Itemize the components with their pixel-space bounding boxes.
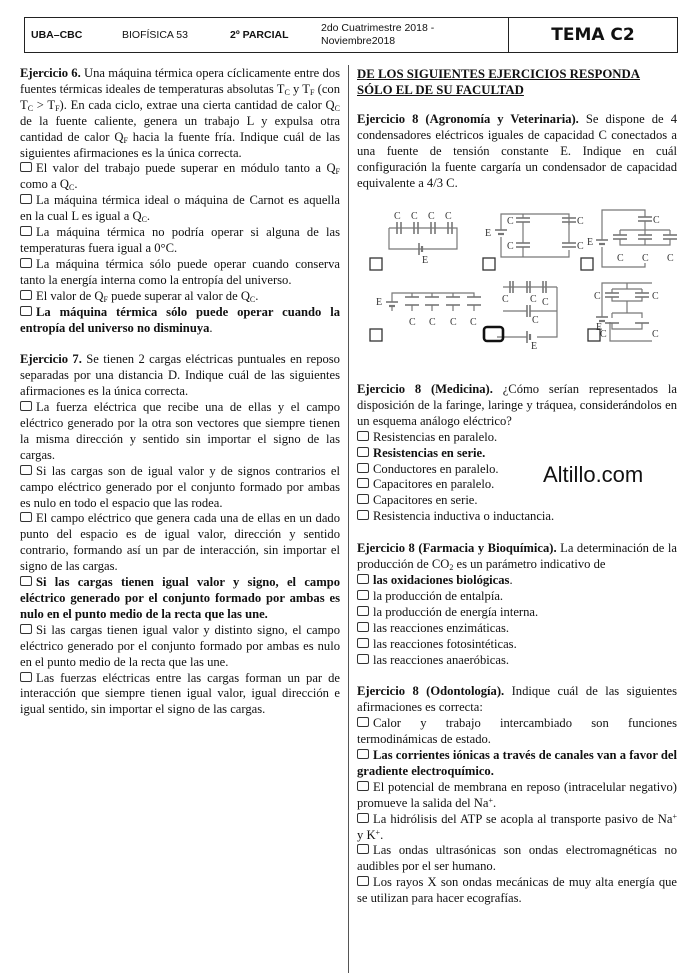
checkbox-icon[interactable] (20, 465, 32, 475)
cap-label: C (507, 216, 514, 227)
cap-label: C (667, 253, 674, 264)
circuit-6 (594, 283, 659, 341)
cap-label: C (542, 297, 549, 308)
answer-checkbox-1[interactable] (370, 258, 382, 270)
checkbox-icon[interactable] (20, 401, 32, 411)
ej8-odon-stem: Ejercicio 8 (Odontología). Indique cuál de las siguientes afirmaciones es correcta: (357, 684, 677, 715)
cap-label: C (577, 216, 584, 227)
source-label: E (531, 341, 538, 350)
cap-label: C (532, 315, 539, 326)
ej7-option-2[interactable]: Si las cargas son de igual valor y de signos contrarios el campo eléctrico generado por el conjunto formado por ambas es nulo en todo el espacio que las rodea. (20, 463, 340, 510)
checkbox-icon[interactable] (20, 162, 32, 172)
checkbox-icon[interactable] (357, 590, 369, 600)
tema-label: TEMA C2 (508, 17, 678, 53)
checkbox-icon[interactable] (357, 654, 369, 664)
checkbox-icon[interactable] (20, 258, 32, 268)
ej8-farm-option-1-correct[interactable]: las oxidaciones biológicas. (357, 573, 677, 589)
circuit-2 (485, 214, 584, 257)
cap-label: C (617, 253, 624, 264)
checkbox-icon[interactable] (357, 494, 369, 504)
ej6-option-1[interactable]: El valor del trabajo puede superar en módulo tanto a $Q_F$ como a $Q_C$. (20, 161, 340, 193)
ej6-option-5[interactable]: El valor de $Q_F$ puede superar al valor de $Q_C$. (20, 289, 340, 305)
ej7-title: Ejercicio 7. (20, 352, 82, 367)
cap-label: C (642, 253, 649, 264)
checkbox-icon[interactable] (20, 290, 32, 300)
period-label (321, 18, 434, 52)
exam-label: 2º PARCIAL (230, 29, 289, 41)
ej8-farm-option-3[interactable]: la producción de energía interna. (357, 605, 677, 621)
source-label: E (485, 228, 492, 239)
column-divider (348, 65, 349, 973)
circuit-5 (497, 281, 557, 350)
cap-label: C (502, 294, 509, 305)
exam-header (24, 17, 510, 53)
cap-label: C (594, 291, 601, 302)
checkbox-icon[interactable] (357, 781, 369, 791)
ej8-farm-option-5[interactable]: las reacciones fotosintéticas. (357, 637, 677, 653)
subject-label: BIOFÍSICA 53 (122, 29, 188, 41)
source-label: E (596, 322, 603, 333)
checkbox-icon[interactable] (357, 447, 369, 457)
answer-checkbox-3[interactable] (581, 258, 593, 270)
cap-label: C (450, 317, 457, 328)
checkbox-icon[interactable] (20, 512, 32, 522)
cap-label: C (652, 291, 659, 302)
checkbox-icon[interactable] (20, 194, 32, 204)
cap-label: C (445, 211, 452, 222)
ej7-option-3[interactable]: El campo eléctrico que genera cada una de ellas en un dado punto del espacio es de igual valor, dirección y sentido contrario, formando así un par de interacción, sin importar el signo de las cargas. (20, 511, 340, 574)
cap-label: C (409, 317, 416, 328)
ej8-med-option-4[interactable]: Capacitores en paralelo. (357, 477, 677, 493)
source-label: E (587, 237, 594, 248)
ej6-stem: Ejercicio 6. Una máquina térmica opera cíclicamente entre dos fuentes térmicas ideales de temperaturas absolutas $T_C$ y $T_F$ (con $T_C > T_F$). En cada ciclo, extrae una cierta cantidad de calor $Q_C$ de la fuente caliente, genera un trabajo L y expulsa otra cantidad de calor $Q_F$ hacia la fuente fría. Indique cuál de las siguientes afirmaciones es la única correcta. (20, 66, 340, 160)
answer-checkbox-2[interactable] (483, 258, 495, 270)
circuit-1 (389, 211, 457, 266)
circuit-diagrams (357, 205, 682, 350)
instructions-heading: DE LOS SIGUIENTES EJERCICIOS RESPONDA SÓLO EL DE SU FACULTAD (357, 67, 641, 97)
cap-label: C (507, 241, 514, 252)
ej8-med-option-1[interactable]: Resistencias en paralelo. (357, 430, 677, 446)
ej8-odon-option-4[interactable]: La hidrólisis del ATP se acopla al transporte pasivo de Na+ y K+. (357, 811, 677, 842)
ej8-odon-option-2-correct[interactable]: Las corrientes iónicas a través de canales van a favor del gradiente electroquímico. (357, 748, 677, 778)
answer-checkbox-4[interactable] (370, 329, 382, 341)
ej8-agro-title: Ejercicio 8 (Agronomía y Veterinaria). (357, 112, 579, 126)
left-column (20, 66, 340, 718)
ej8-odon-option-5[interactable]: Las ondas ultrasónicas son ondas electromagnéticas no audibles por el ser humano. (357, 843, 677, 874)
ej6-option-6-correct[interactable]: La máquina térmica sólo puede operar cuando la entropía del universo no disminuya. (20, 304, 340, 335)
right-column-lower (357, 382, 677, 907)
ej7-option-6[interactable]: Las fuerzas eléctricas entre las cargas forman un par de interacción que siempre tienen igual valor, igual dirección e igual sentido, sin importar el signo de las cargas. (20, 670, 340, 717)
checkbox-icon[interactable] (357, 478, 369, 488)
cap-label: C (530, 294, 537, 305)
ej8-agro-stem: Ejercicio 8 (Agronomía y Veterinaria). Se dispone de 4 condensadores eléctricos iguales de capacidad C conectados a una fuente de tensión constante E. Indique en cuál configuración la fuente cargaría un condensador de capacidad equivalente a 4/3 C. (357, 112, 677, 190)
ej7-stem: Ejercicio 7. Se tienen 2 cargas eléctricas puntuales en reposo separadas por una distancia D. Indique cuál de las siguientes afirmaciones es la única correcta. (20, 352, 340, 399)
checkbox-icon[interactable] (357, 876, 369, 886)
ej7-option-4-correct[interactable]: Si las cargas tienen igual valor y signo, el campo eléctrico generado por el conjunto formado por ambas es nulo en el punto medio de la recta que las une. (20, 575, 340, 621)
ej8-med-title: Ejercicio 8 (Medicina). (357, 382, 493, 396)
ej8-med-option-6[interactable]: Resistencia inductiva o inductancia. (357, 509, 677, 525)
cap-label: C (470, 317, 477, 328)
ej6-option-4[interactable]: La máquina térmica sólo puede operar cuando conserva tanto la energía interna como la entropía del universo. (20, 256, 340, 287)
ej6-title: Ejercicio 6. (20, 66, 81, 80)
checkbox-icon[interactable] (357, 749, 369, 759)
period-line-2: Noviembre2018 (321, 35, 396, 47)
checkbox-icon[interactable] (357, 606, 369, 616)
ej8-odon-option-1[interactable]: Calor y trabajo intercambiado son funciones termodinámicas de estado. (357, 716, 677, 747)
ej8-farm-stem: Ejercicio 8 (Farmacia y Bioquímica). La determinación de la producción de $CO_2$ es un parámetro indicativo de (357, 541, 677, 573)
ej8-farm-title: Ejercicio 8 (Farmacia y Bioquímica). (357, 541, 557, 556)
checkbox-icon[interactable] (357, 717, 369, 727)
period-line-1: 2do Cuatrimestre 2018 - (321, 22, 435, 34)
cap-label: C (652, 329, 659, 340)
checkbox-icon[interactable] (357, 431, 369, 441)
cap-label: C (429, 317, 436, 328)
checkbox-icon[interactable] (20, 226, 32, 236)
answer-checkbox-5-correct[interactable] (484, 327, 503, 341)
cap-label: C (394, 211, 401, 222)
checkbox-icon[interactable] (20, 672, 32, 682)
ej8-farm-option-6[interactable]: las reacciones anaeróbicas. (357, 653, 677, 669)
right-column (357, 66, 677, 192)
ej7-option-5[interactable]: Si las cargas tienen igual valor y distinto signo, el campo eléctrico generado por el conjunto formado por ambas es nulo en el punto medio de la recta que las une. (20, 622, 340, 669)
checkbox-icon[interactable] (20, 624, 32, 634)
ej8-odon-option-6[interactable]: Los rayos X son ondas mecánicas de muy alta energía que se utilizan para hacer ecografías. (357, 875, 677, 906)
ej6-option-3[interactable]: La máquina térmica no podría operar si alguna de las temperaturas fuera igual a 0°C. (20, 225, 340, 255)
circuit-3 (587, 210, 677, 267)
checkbox-icon[interactable] (357, 844, 369, 854)
checkbox-icon[interactable] (357, 622, 369, 632)
ej8-med-option-3[interactable]: Conductores en paralelo. (357, 462, 677, 478)
source-label: E (376, 297, 383, 308)
cap-label: C (653, 215, 660, 226)
ej8-med-stem: Ejercicio 8 (Medicina). ¿Cómo serían representados la disposición de la faringe, laringe y tráquea, considerándolos en un esquema análogo eléctrico? (357, 382, 677, 428)
ej7-option-1[interactable]: La fuerza eléctrica que recibe una de ellas y el campo eléctrico generado por la otra son vectores que siempre tienen la misma dirección y sentido sin importar el signo de las cargas. (20, 400, 340, 462)
cap-label: C (577, 241, 584, 252)
checkbox-icon[interactable] (357, 574, 369, 584)
checkbox-icon[interactable] (20, 306, 32, 316)
ej6-option-2[interactable]: La máquina térmica ideal o máquina de Carnot es aquella en la cual L es igual a $Q_C$. (20, 193, 340, 225)
source-label: E (422, 255, 429, 266)
ej8-odon-title: Ejercicio 8 (Odontología). (357, 684, 505, 699)
ej8-med-option-5[interactable]: Capacitores en serie. (357, 493, 677, 509)
circuit-4 (376, 293, 481, 328)
checkbox-icon[interactable] (20, 576, 32, 586)
checkbox-icon[interactable] (357, 813, 369, 823)
institution-label: UBA–CBC (31, 29, 83, 41)
checkbox-icon[interactable] (357, 638, 369, 648)
cap-label: C (428, 211, 435, 222)
checkbox-icon[interactable] (357, 463, 369, 473)
ej8-odon-option-3[interactable]: El potencial de membrana en reposo (intracelular negativo) promueve la salida del Na+. (357, 779, 677, 810)
cap-label: C (411, 211, 418, 222)
ej8-farm-option-4[interactable]: las reacciones enzimáticas. (357, 621, 677, 637)
watermark: Altillo.com (543, 462, 644, 487)
checkbox-icon[interactable] (357, 510, 369, 520)
cap-label: C (600, 329, 607, 340)
circuit-options (357, 205, 682, 350)
ej8-farm-option-2[interactable]: la producción de entalpía. (357, 589, 677, 605)
ej8-med-option-2-correct[interactable]: Resistencias en serie. (357, 446, 677, 462)
